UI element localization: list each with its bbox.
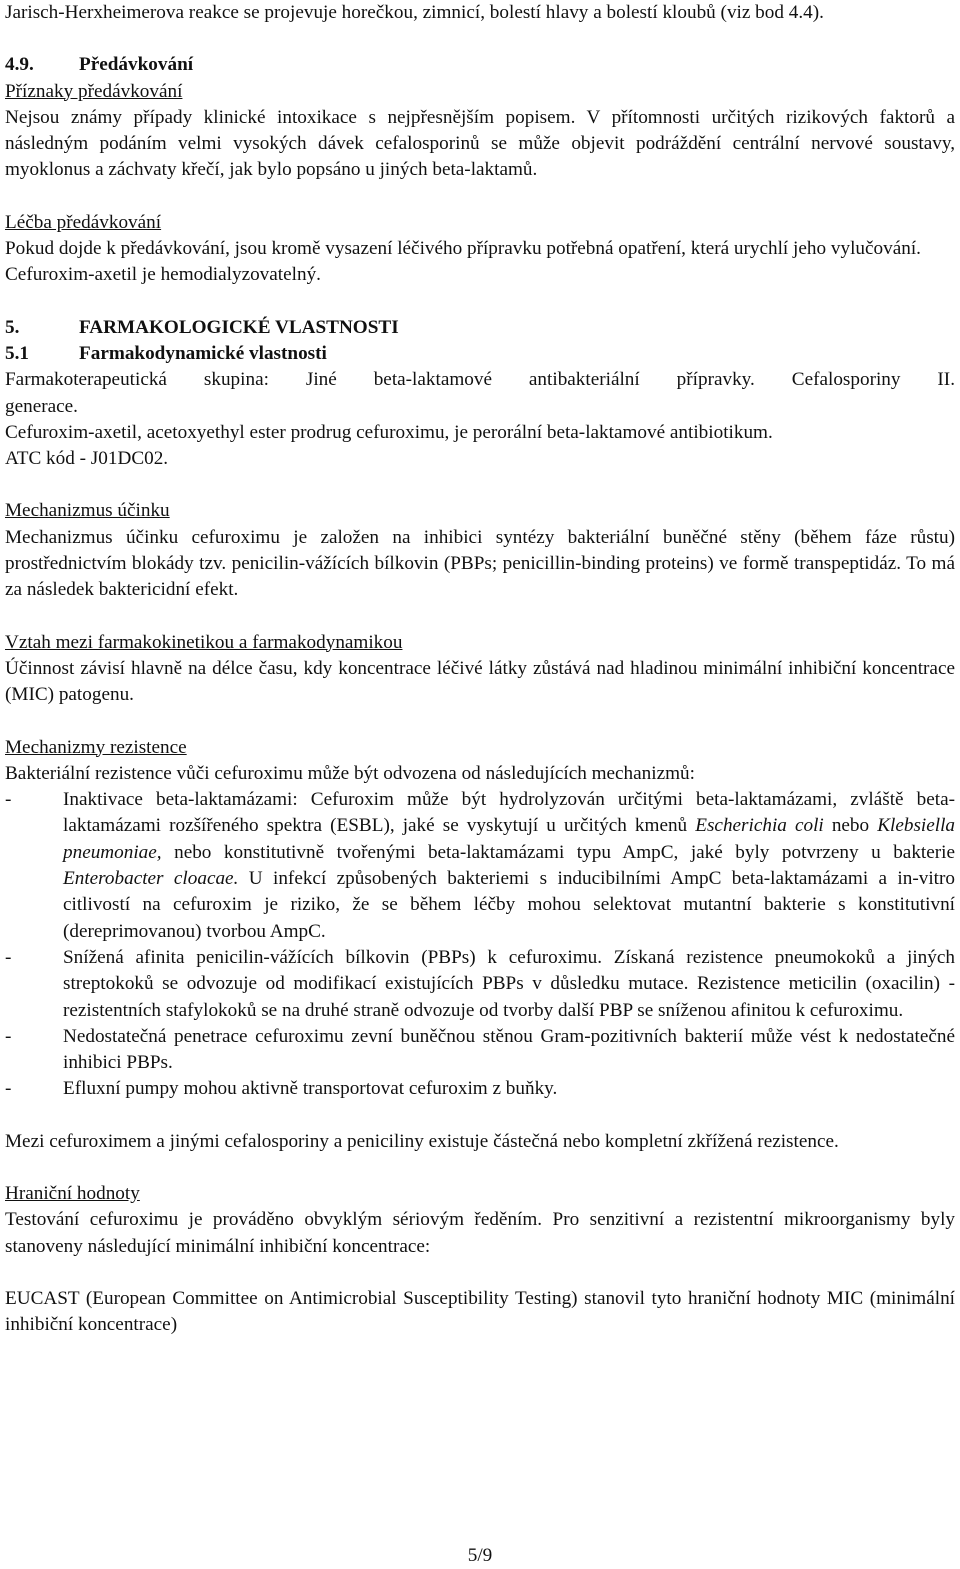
spacer (5, 709, 955, 735)
eucast-paragraph: EUCAST (European Committee on Antimicrobial Susceptibility Testing) stanovil tyto hraniční hodnoty MIC (minimální inhibiční koncentrace) (5, 1287, 955, 1336)
section-number: 4.9. (5, 54, 34, 76)
spacer (5, 1155, 955, 1181)
symptoms-heading: Příznaky předávkování (5, 80, 183, 102)
mechanism-heading: Mechanizmus účinku (5, 500, 170, 522)
breakpoints-heading: Hraniční hodnoty (5, 1182, 140, 1204)
section-number: 5.1 (5, 342, 29, 364)
treatment-heading: Léčba předávkování (5, 211, 162, 233)
mechanism-paragraph: Mechanizmus účinku cefuroximu je založen na inhibici syntézy bakteriální buněčné stěny (během fáze růstu) prostřednictvím blokády tzv. penicilin-vážících bílkovin (PBPs; penicillin-binding proteins) ve formě transpeptidáz. To má za následek baktericidní efekt. (5, 526, 955, 601)
dialysis-paragraph: Cefuroxim-axetil je hemodialyzovatelný. (5, 264, 321, 286)
spacer (5, 289, 955, 315)
spacer (5, 1260, 955, 1286)
resistance-item-4: - Efluxní pumpy mohou aktivně transportovat cefuroxim z buňky. (5, 1076, 955, 1102)
spacer (5, 1103, 955, 1129)
pkpd-paragraph: Účinnost závisí hlavně na délce času, kdy koncentrace léčivé látky zůstává nad hladinou minimální inhibiční koncentrace (MIC) patogenu. (5, 657, 955, 706)
section-number: 5. (5, 316, 20, 338)
cross-resistance-paragraph: Mezi cefuroximem a jinými cefalosporiny a peniciliny existuje částečná nebo kompletní zkřížená rezistence. (5, 1130, 839, 1152)
symptoms-paragraph: Nejsou známy případy klinické intoxikace s nejpřesnějším popisem. V přítomnosti určitých rizikových faktorů a následným podáním velmi vysokých dávek cefalosporinů se může objevit podráždění centrální nervové soustavy, myoklonus a záchvaty křečí, jak bylo popsáno u jiných beta-laktamů. (5, 106, 955, 181)
list-dash: - (5, 1025, 12, 1047)
list-dash: - (5, 946, 12, 968)
resistance-item-3: - Nedostatečná penetrace cefuroximu zevní buněčnou stěnou Gram-pozitivních bakterií může vést k nedostatečné inhibici PBPs. (5, 1025, 955, 1074)
document-page (5, 0, 955, 1338)
treatment-paragraph: Pokud dojde k předávkování, jsou kromě vysazení léčivého přípravku potřebná opatření, která urychlí jeho vylučování. (5, 238, 921, 260)
ester-paragraph: Cefuroxim-axetil, acetoxyethyl ester prodrug cefuroximu, je perorální beta-laktamové antibiotikum. (5, 421, 773, 443)
breakpoints-paragraph: Testování cefuroximu je prováděno obvyklým sériovým ředěním. Pro senzitivní a rezistentní mikroorganismy byly stanoveny následující minimální inhibiční koncentrace: (5, 1209, 955, 1257)
section-5-heading (5, 315, 955, 341)
spacer (5, 26, 955, 52)
section-title: FARMAKOLOGICKÉ VLASTNOSTI (79, 316, 399, 338)
list-dash: - (5, 1078, 12, 1100)
pkpd-heading: Vztah mezi farmakokinetikou a farmakodynamikou (5, 631, 403, 653)
resistance-item-2: - Snížená afinita penicilin-vážících bílkovin (PBPs) k cefuroximu. Získaná rezistence pneumokoků a jiných streptokoků se odvozuje od modifikací existujících PBPs v důsledku mutace. Rezistence meticilin (oxacilin) - rezistentních stafylokoků se na druhé straně odvozuje od tvorby další PBP se sníženou afinitou k cefuroximu. (5, 946, 955, 1021)
pharmacotherapeutic-group: Farmakoterapeutická skupina: Jiné beta-laktamové antibakteriální přípravky. Cefalosporiny II. (5, 369, 955, 391)
spacer (5, 184, 955, 210)
section-title: Předávkování (79, 54, 194, 76)
spacer (5, 604, 955, 630)
spacer (5, 472, 955, 498)
resistance-intro: Bakteriální rezistence vůči cefuroximu může být odvozena od následujících mechanizmů: (5, 762, 695, 784)
page-number: 5/9 (467, 1545, 493, 1566)
species-name: Klebsiella pneumoniae, (63, 815, 956, 863)
pharmacotherapeutic-group-cont: generace. (5, 395, 78, 417)
jarisch-paragraph: Jarisch-Herxheimerova reakce se projevuje horečkou, zimnicí, bolestí hlavy a bolestí kloubů (viz bod 4.4). (5, 2, 824, 23)
section-5-1-heading (5, 341, 955, 367)
species-name: Escherichia coli (695, 815, 824, 837)
section-title: Farmakodynamické vlastnosti (79, 342, 327, 364)
resistance-item-1: - Inaktivace beta-laktamázami: Cefuroxim může být hydrolyzován určitými beta-laktamázami, zvláště beta-laktamázami rozšířeného spektra (ESBL), jaké se vyskytují u určitých kmenů Escherichia coli nebo Klebsiella pneumoniae, nebo konstitutivně tvořenými beta-laktamázami typu AmpC, jaké byly potvrzeny u bakterie Enterobacter cloacae. U infekcí způsobených bakteriemi s inducibilními AmpC beta-laktamázami a in-vitro citlivostí na cefuroxim je riziko, že se během léčby mohou selektovat mutantní bakterie s konstitutivní (dereprimovanou) tvorbou AmpC. (5, 789, 956, 942)
atc-code: ATC kód - J01DC02. (5, 448, 169, 470)
list-dash: - (5, 789, 12, 811)
species-name: Enterobacter cloacae. (63, 868, 239, 890)
resistance-heading: Mechanizmy rezistence (5, 736, 187, 758)
section-4-9-heading (5, 52, 955, 78)
